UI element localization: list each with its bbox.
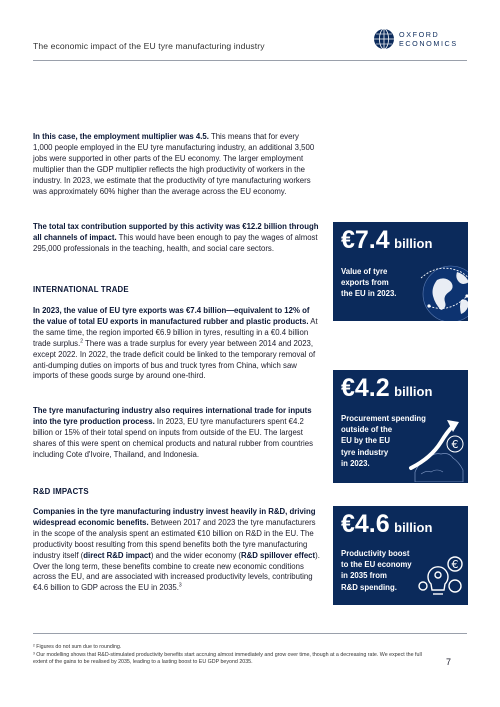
- inputs-trade-text: In 2023, EU tyre manufacturers spent €4.2 billion or 15% of their total spend on inputs from outside of the EU. The largest shares of this were spent on chemical products and natural rubber from countries including Cote d'Ivoire, Thailand, and Indonesia.: [33, 416, 313, 459]
- footnote-3: ³ Our modelling shows that R&D-stimulated productivity benefits start accruing almost immediately and grow over time, though at a decreasing rate. We expect the full extent of the gains to be realised by 2035, leading to a lasting boost to EU GDP beyond 2035.: [33, 652, 422, 666]
- paragraph-employment-multiplier: [33, 132, 320, 197]
- paragraph-rd: [33, 507, 320, 594]
- stat-productivity-unit: billion: [394, 520, 433, 535]
- stat-procurement-unit: billion: [394, 384, 433, 399]
- paragraph-exports: [33, 306, 320, 382]
- stat-productivity-description: Productivity boost to the EU economy in 2035 from R&D spending.: [341, 549, 412, 592]
- footnote-2: ² Figures do not sum due to rounding.: [33, 644, 122, 650]
- lightbulb-gears-icon: [417, 542, 467, 602]
- employment-multiplier-text: This means that for every 1,000 people employed in the EU tyre manufacturing industry, an additional 3,500 jobs were supported in other parts of the EU economy. The larger employment multiplier than the GDP multiplier reflects the high productivity of workers in the industry. In 2023, we estimate that the productivity of tyre manufacturing workers was approximately 60% higher than the average across the EU economy.: [33, 132, 315, 196]
- logo-line-1: OXFORD: [399, 30, 440, 39]
- paragraph-tax-contribution: [33, 222, 320, 255]
- tax-contribution-text: This would have been enough to pay the wages of almost 295,000 professionals in the teaching, health, and social care sectors.: [33, 232, 318, 253]
- footnote-ref-2: 2: [80, 338, 84, 345]
- stat-procurement-description: Procurement spending outside of the EU by the EU tyre industry in 2023.: [341, 414, 426, 468]
- svg-text:€: €: [451, 558, 459, 571]
- employment-multiplier-lead: In this case, the employment multiplier was 4.5.: [33, 132, 209, 141]
- stat-box-productivity: [333, 506, 468, 605]
- exports-text-b: There was a trade surplus for every year between 2014 and 2023, except 2022. In 2022, the trade deficit could be linked to the temporary removal of anti-dumping duties on imports of bus and truck tyres from China, which saw imports of these goods surge by around one-third.: [33, 338, 316, 381]
- stat-box-exports: [333, 222, 468, 321]
- svg-text:€: €: [451, 438, 459, 451]
- rd-direct-impact: direct R&D impact: [83, 550, 151, 560]
- tax-contribution-lead: The total tax contribution supported by this activity was €12.2 billion through all channels of impact.: [33, 222, 319, 242]
- logo-line-2: ECONOMICS: [399, 39, 458, 48]
- globe-icon: [415, 258, 468, 321]
- rd-lead: Companies in the tyre manufacturing industry invest heavily in R&D, driving widespread economic benefits.: [33, 507, 316, 527]
- euro-map-arrow-icon: [405, 410, 467, 482]
- paragraph-inputs-trade: [33, 406, 320, 461]
- exports-lead: In 2023, the value of EU tyre exports was €7.4 billion—equivalent to 12% of the value of total EU exports in manufactured rubber and plastic products.: [33, 306, 310, 326]
- heading-international-trade: INTERNATIONAL TRADE: [33, 285, 129, 294]
- stat-procurement-value: €4.2: [341, 374, 390, 402]
- exports-text-a: At the same time, the region imported €6.9 billion in tyres, resulting in a €0.4 billion trade surplus.: [33, 316, 318, 348]
- rd-text-b: ) and the wider economy (: [150, 550, 241, 560]
- rd-text-c: ). Over the long term, these benefits combine to create new economic conditions across the EU, and are associated with increased productivity levels, contributing €4.6 billion to GDP across the EU in 2035.: [33, 550, 320, 593]
- stat-productivity-value: €4.6: [341, 510, 390, 538]
- oxford-economics-logo: [373, 28, 458, 50]
- heading-rd-impacts: R&D IMPACTS: [33, 487, 89, 496]
- stat-exports-description: Value of tyre exports from the EU in 2023.: [341, 267, 397, 299]
- footnote-divider: [33, 633, 467, 634]
- rd-spillover-effect: R&D spillover effect: [241, 550, 316, 560]
- stat-exports-value: €7.4: [341, 226, 390, 254]
- header-divider: [33, 60, 467, 61]
- page-number: 7: [446, 657, 452, 667]
- stat-exports-unit: billion: [394, 236, 433, 251]
- globe-logo-icon: [373, 28, 395, 50]
- stat-box-procurement: [333, 370, 468, 483]
- footnote-ref-3: 3: [178, 582, 182, 589]
- rd-text-a: Between 2017 and 2023 the tyre manufacturers in the scope of the analysis spent an estimated €10 billion on R&D in the EU. The productivity boost resulting from this spend benefits both the tyre manufacturing industry itself (: [33, 517, 316, 560]
- document-header-title: The economic impact of the EU tyre manufacturing industry: [33, 41, 265, 51]
- inputs-trade-lead: The tyre manufacturing industry also requires international trade for inputs into the tyre production process.: [33, 406, 312, 426]
